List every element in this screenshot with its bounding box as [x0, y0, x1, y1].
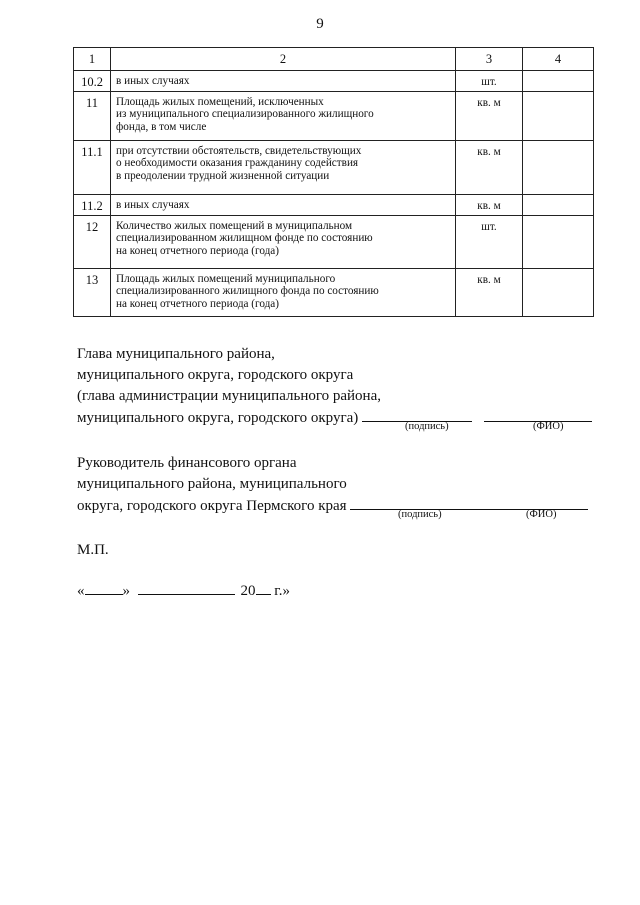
row-description-line: из муниципального специализированного жилищного [116, 108, 374, 121]
row-description-line: на конец отчетного периода (года) [116, 244, 279, 257]
row-description [111, 269, 456, 317]
finance-signature-line[interactable] [350, 495, 588, 510]
row-number: 13 [74, 269, 111, 317]
row-unit: кв. м [456, 92, 523, 141]
row-value[interactable] [523, 216, 594, 269]
head-title-line: (глава администрации муниципального района, [77, 388, 381, 404]
row-unit: кв. м [456, 195, 523, 216]
row-description [111, 195, 456, 216]
table-row [74, 195, 594, 216]
row-description [111, 216, 456, 269]
row-unit: кв. м [456, 269, 523, 317]
finance-title-line: муниципального района, муниципального [77, 476, 347, 492]
row-description [111, 92, 456, 141]
head-name-caption: (ФИО) [533, 421, 564, 432]
table-row [74, 269, 594, 317]
finance-signature-block [77, 453, 588, 517]
head-title-line: муниципального округа, городского округа [77, 367, 354, 383]
head-title-line: муниципального округа, городского округа) [77, 407, 592, 429]
date-line: « » 20 г.» [77, 580, 290, 602]
table-row [74, 216, 594, 269]
head-signature-line[interactable] [362, 407, 472, 422]
row-unit: кв. м [456, 141, 523, 195]
stamp-mark: М.П. [77, 542, 109, 558]
row-value[interactable] [523, 71, 594, 92]
date-month-line[interactable] [138, 580, 235, 595]
header-cell: 2 [111, 48, 456, 71]
header-cell: 4 [523, 48, 594, 71]
row-number: 12 [74, 216, 111, 269]
row-description-line: Количество жилых помещений в муниципальном [116, 220, 353, 232]
table-header-row [74, 48, 594, 71]
row-description-line: специализированном жилищном фонде по состоянию [116, 232, 373, 245]
report-table [73, 47, 594, 317]
finance-name-caption: (ФИО) [526, 509, 557, 520]
row-description [111, 71, 456, 92]
date-year-line[interactable] [256, 580, 271, 595]
row-description-line: в иных случаях [116, 199, 190, 211]
row-number: 11 [74, 92, 111, 141]
finance-sign-caption: (подпись) [398, 509, 442, 520]
row-description [111, 141, 456, 195]
row-description-line: фонда, в том числе [116, 120, 207, 133]
table-row [74, 71, 594, 92]
head-signature-block [77, 344, 592, 429]
row-description-line: в иных случаях [116, 75, 190, 87]
head-sign-caption: (подпись) [405, 421, 449, 432]
page-number: 9 [316, 16, 324, 32]
row-description-line: при отсутствии обстоятельств, свидетельствующих [116, 145, 362, 157]
row-description-line: на конец отчетного периода (года) [116, 297, 279, 310]
header-cell: 1 [74, 48, 111, 71]
row-description-line: Площадь жилых помещений муниципального [116, 273, 336, 285]
row-unit: шт. [456, 71, 523, 92]
table-row [74, 92, 594, 141]
row-description-line: о необходимости оказания гражданину содействия [116, 157, 359, 170]
row-number: 11.1 [74, 141, 111, 195]
row-description-line: Площадь жилых помещений, исключенных [116, 96, 324, 108]
finance-title-line: округа, городского округа Пермского края [77, 495, 588, 517]
row-number: 10.2 [74, 71, 111, 92]
row-value[interactable] [523, 92, 594, 141]
row-description-line: в преодолении трудной жизненной ситуации [116, 169, 330, 182]
row-value[interactable] [523, 195, 594, 216]
head-name-line[interactable] [484, 407, 592, 422]
row-description-line: специализированного жилищного фонда по состоянию [116, 285, 379, 298]
head-title-line: Глава муниципального района, [77, 346, 275, 362]
row-value[interactable] [523, 269, 594, 317]
finance-title-line: Руководитель финансового органа [77, 455, 297, 471]
date-day-line[interactable] [85, 580, 123, 595]
table-row [74, 141, 594, 195]
row-value[interactable] [523, 141, 594, 195]
row-unit: шт. [456, 216, 523, 269]
header-cell: 3 [456, 48, 523, 71]
row-number: 11.2 [74, 195, 111, 216]
